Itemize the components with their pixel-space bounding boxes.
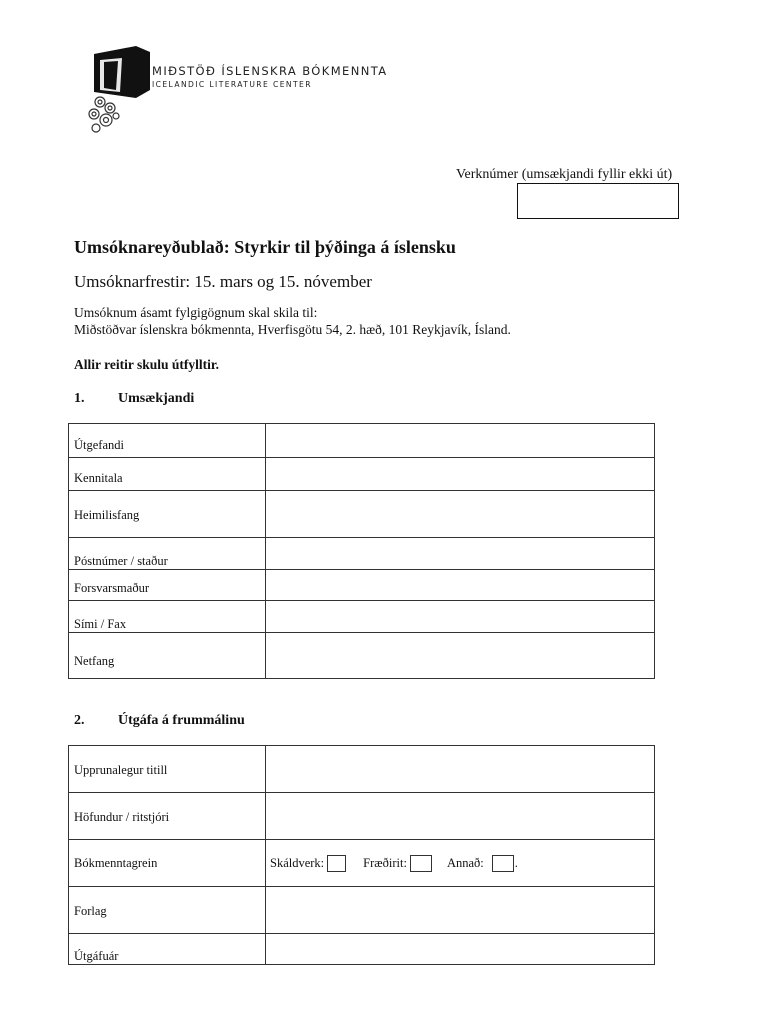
original-title-label: Upprunalegur titill <box>69 746 266 793</box>
author-editor-label: Höfundur / ritstjóri <box>69 793 266 840</box>
other-label: Annað: <box>446 855 484 870</box>
address-field[interactable] <box>266 491 655 538</box>
section-title: Umsækjandi <box>118 391 195 406</box>
form-title: Umsóknareyðublað: Styrkir til þýðinga á íslensku <box>74 237 456 257</box>
postal-code-label: Póstnúmer / staður <box>69 538 266 570</box>
table-row <box>69 458 655 491</box>
publisher-label: Útgefandi <box>69 424 266 458</box>
nonfiction-checkbox[interactable] <box>410 855 432 872</box>
id-number-label: Kennitala <box>69 458 266 491</box>
table-row <box>69 424 655 458</box>
table-row <box>69 538 655 570</box>
genre-label: Bókmenntagrein <box>69 840 266 887</box>
reference-number-field[interactable] <box>517 183 679 219</box>
table-row <box>69 934 655 965</box>
fiction-checkbox[interactable] <box>327 855 346 872</box>
submission-address: Miðstöðvar íslenskra bókmennta, Hverfisgötu 54, 2. hæð, 101 Reykjavík, Ísland. <box>74 322 511 337</box>
table-row <box>69 633 655 679</box>
publisher-original-field[interactable] <box>266 887 655 934</box>
logo-title: MIÐSTÖÐ ÍSLENSKRA BÓKMENNTA <box>152 64 388 78</box>
nonfiction-label: Fræðirit: <box>363 855 407 870</box>
section-title: Útgáfa á frummálinu <box>118 713 245 728</box>
original-title-field[interactable] <box>266 746 655 793</box>
required-fields-note: Allir reitir skulu útfylltir. <box>74 357 220 372</box>
postal-code-field[interactable] <box>266 538 655 570</box>
submission-instructions: Umsóknum ásamt fylgigögnum skal skila til: <box>74 305 318 320</box>
logo-subtitle: ICELANDIC LITERATURE CENTER <box>152 80 312 89</box>
author-editor-field[interactable] <box>266 793 655 840</box>
phone-fax-label: Sími / Fax <box>69 601 266 633</box>
genre-trailing-period: . <box>514 855 518 870</box>
email-label: Netfang <box>69 633 266 679</box>
publication-year-field[interactable] <box>266 934 655 965</box>
publication-year-label: Útgáfuár <box>69 934 266 965</box>
address-label: Heimilisfang <box>69 491 266 538</box>
fiction-label: Skáldverk: <box>270 855 325 870</box>
table-row <box>69 601 655 633</box>
other-checkbox[interactable] <box>492 855 514 872</box>
section-number: 2. <box>74 713 85 728</box>
original-edition-table <box>68 745 655 965</box>
table-row <box>69 491 655 538</box>
table-row <box>69 570 655 601</box>
representative-label: Forsvarsmaður <box>69 570 266 601</box>
phone-fax-field[interactable] <box>266 601 655 633</box>
reference-number-label: Verknúmer (umsækjandi fyllir ekki út) <box>456 167 673 182</box>
publisher-original-label: Forlag <box>69 887 266 934</box>
table-row <box>69 793 655 840</box>
representative-field[interactable] <box>266 570 655 601</box>
id-number-field[interactable] <box>266 458 655 491</box>
application-deadlines: Umsóknarfrestir: 15. mars og 15. nóvember <box>74 272 372 291</box>
table-row <box>69 840 655 887</box>
table-row <box>69 887 655 934</box>
genre-options <box>266 840 655 887</box>
email-field[interactable] <box>266 633 655 679</box>
table-row <box>69 746 655 793</box>
section-number: 1. <box>74 391 85 406</box>
applicant-table <box>68 423 655 679</box>
publisher-field[interactable] <box>266 424 655 458</box>
icelandic-literature-center-logo <box>82 40 402 140</box>
